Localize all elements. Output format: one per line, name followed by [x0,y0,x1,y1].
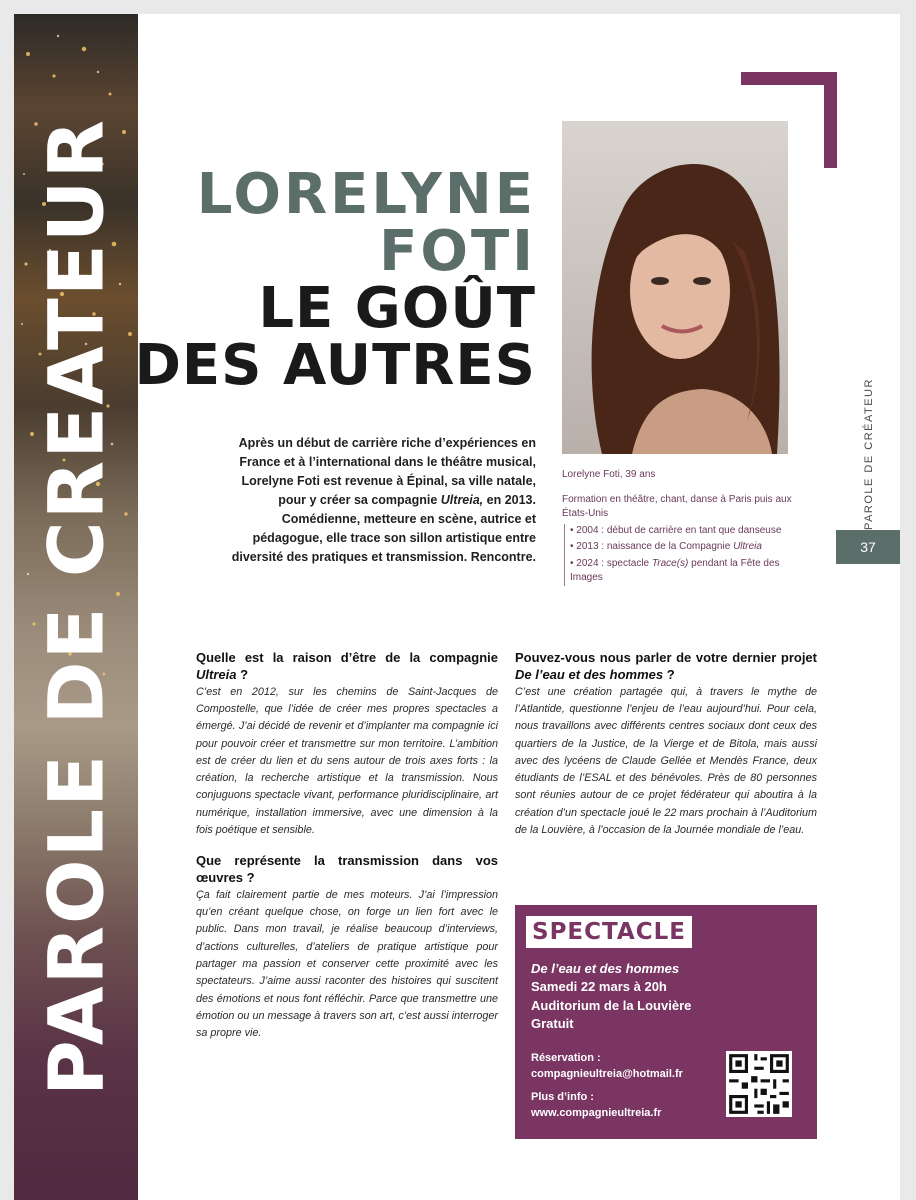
title-line-4: DES AUTRES [134,333,536,399]
question-1 [196,650,498,684]
timeline-item: • 2004 : début de carrière en tant que danseuse [570,524,782,536]
show-title: De l’eau et des hommes [531,961,680,976]
intro-paragraph [228,434,536,567]
intro-text-2: en 2013. Comédienne, metteure en scène, autrice et pédagogue, elle trace son sillon artistique entre diversité des pratiques et transmission. Rencontre. [231,493,536,564]
question-emphasis: Ultreia [196,666,237,682]
career-timeline [564,524,798,586]
question-text: Pouvez-vous nous parler de votre dernier projet [515,650,817,665]
timeline-text: • 2013 : naissance de la Compagnie [570,541,734,552]
article-title [134,162,536,399]
question-2: Que représente la transmission dans vos œuvres ? [196,853,498,886]
reservation-email[interactable]: compagnieultreia@hotmail.fr [531,1067,683,1080]
spectacle-details [531,960,691,1034]
qr-code-icon[interactable] [726,1051,792,1117]
answer-3: C’est une création partagée qui, à travers le mythe de l’Atlantide, questionne l’enjeu de l’eau aujourd’hui. Pour cela, nous travaillons avec différents centres sociaux dont ceux des quartiers de la Justice, de la Vierge et de Bitola, mais aussi avec des lycéens de Claude Gellée et Mendès France, deux étudiants de l’ESAL et des bénévoles. Près de 80 personnes sont réunies autour de ce projet fédérateur qui aboutira à la création d’un spectacle joué le 22 mars prochain à l’Auditorium de la Louvière, à l’occasion de la Journée mondiale de l’eau. [515,685,817,836]
question-text: Quelle est la raison d’être de la compagnie [196,650,498,665]
article-column-right [515,650,817,839]
answer-2: Ça fait clairement partie de mes moteurs. J’ai l’impression qu’en créant quelque chose, on forge un lien fort avec le public. Dans mon travail, je réalise beaucoup d’interviews, d’actions culturelles, d’ateliers de pratique artistique pour partager ma passion et conserver cette proximité avec les spectateurs. J’aime aussi raconter des histoires qui suscitent des émotions et nous font réfléchir. Parce que transmettre une émotion ou un message à travers son art, c’est aussi interroger sa propre vie. [196,888,498,1040]
caption-name: Lorelyne Foti, 39 ans [562,469,656,480]
show-date: Samedi 22 mars à 20h [531,979,667,995]
timeline-text: • 2024 : spectacle [570,557,652,569]
show-price: Gratuit [531,1016,574,1032]
page-number: 37 [836,530,900,564]
portrait-photo [562,121,788,454]
section-label: PAROLE DE CRÉATEUR [863,378,875,530]
question-3 [515,650,817,684]
website-link[interactable]: www.compagnieultreia.fr [531,1106,662,1119]
show-venue: Auditorium de la Louvière [531,997,692,1013]
photo-caption [562,468,798,588]
timeline-text: pendant la Fête des Images [570,557,780,583]
question-emphasis: De l’eau et des hommes [515,666,664,682]
side-banner [14,14,138,1200]
spectacle-tag: SPECTACLE [526,916,692,948]
magazine-page [14,14,900,1200]
timeline-item [565,557,798,586]
question-text: ? [236,666,249,682]
title-line-2: FOTI [379,219,536,285]
timeline-emphasis: Ultreia [733,541,762,552]
intro-text-1: Après un début de carrière riche d’expériences en France et à l’international dans le théâtre musical, Lorelyne Foti est revenue à Épinal, sa ville natale, pour y créer sa compagnie [238,436,536,507]
article-column-left [196,650,498,1042]
answer-1: C’est en 2012, sur les chemins de Saint-Jacques de Compostelle, que l’idée de créer mes propres spectacles a émergé. J’ai décidé de revenir et d’implanter ma compagnie ici pour pouvoir créer et transmettre sur mon territoire. L’ambition est de créer du lien et du sens autour de trois axes forts : la création, la recherche artistique et la transmission. Nous conjuguons spectacle vivant, performance pluridisciplinaire, art numérique, installation immersive, avec une dimension à la fois poétique et sensible. [196,685,498,836]
spectacle-contact [531,1051,683,1121]
timeline-item [565,540,798,555]
reservation-label: Réservation : [531,1052,601,1064]
title-line-3: LE GOÛT [258,276,536,342]
timeline-emphasis: Trace(s) [651,557,689,569]
question-text: ? [663,666,675,682]
spectacle-box [515,905,817,1139]
qr-pattern [726,1051,792,1117]
title-line-1: LORELYNE [196,162,536,227]
caption-formation: Formation en théâtre, chant, danse à Paris puis aux États-Unis [562,493,792,519]
info-label: Plus d’info : [531,1091,594,1104]
portrait-illustration [562,121,788,454]
banner-label: PAROLE DE CREATEUR [31,117,121,1097]
intro-company: Ultreia, [440,493,484,507]
